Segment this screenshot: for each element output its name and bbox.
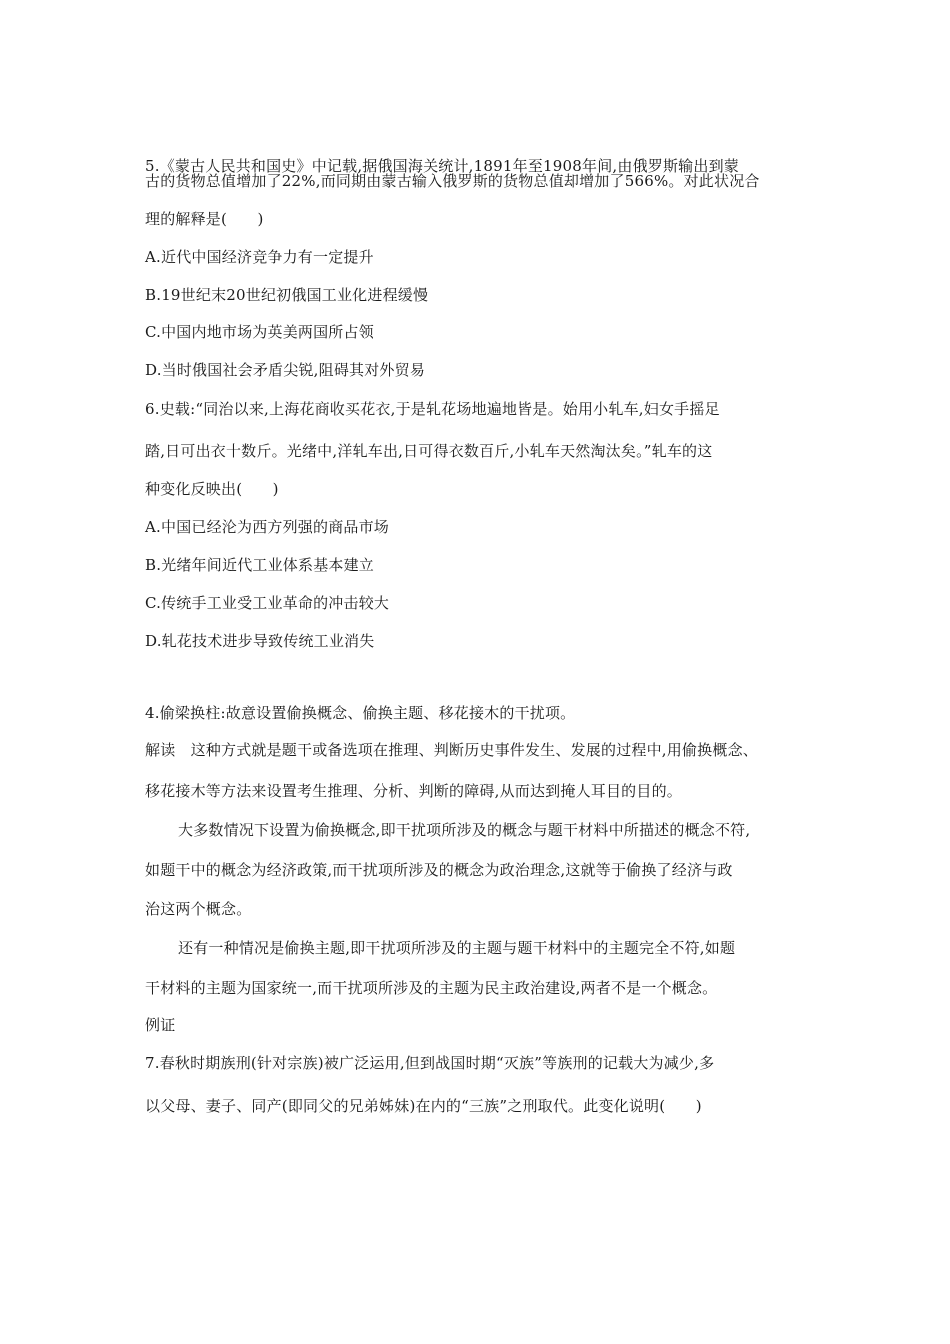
q7-stem-line-1: 7.春秋时期族刑(针对宗族)被广泛运用,但到战国时期“灭族”等族刑的记载大为减少,多: [145, 1054, 715, 1072]
q6-option-b: B.光绪年间近代工业体系基本建立: [145, 556, 374, 574]
q5-stem-line-3: 理的解释是( ): [145, 210, 264, 228]
section4-jiedu-line-1: 解读 这种方式就是题干或备选项在推理、判断历史事件发生、发展的过程中,用偷换概念、: [145, 741, 758, 759]
q5-option-c: C.中国内地市场为英美两国所占领: [145, 323, 374, 341]
q7-stem-line-2: 以父母、妻子、同产(即同父的兄弟姊妹)在内的“三族”之刑取代。此变化说明( ): [145, 1097, 702, 1115]
q6-stem-line-2: 踏,日可出衣十数斤。光绪中,洋轧车出,日可得衣数百斤,小轧车天然淘汰矣。”轧车的这: [145, 442, 713, 460]
section4-para2-line-2: 干材料的主题为国家统一,而干扰项所涉及的主题为民主政治建设,两者不是一个概念。: [145, 979, 718, 997]
q6-stem-line-1: 6.史载:“同治以来,上海花商收买花衣,于是轧花场地遍地皆是。始用小轧车,妇女手摇足: [145, 400, 720, 418]
q5-option-d: D.当时俄国社会矛盾尖锐,阻碍其对外贸易: [145, 361, 426, 379]
section4-example-label: 例证: [145, 1016, 176, 1034]
section4-para1-line-3: 治这两个概念。: [145, 900, 252, 918]
section4-heading: 4.偷梁换柱:故意设置偷换概念、偷换主题、移花接木的干扰项。: [145, 704, 576, 722]
section4-para1-line-1: 大多数情况下设置为偷换概念,即干扰项所涉及的概念与题干材料中所描述的概念不符,: [178, 821, 751, 839]
q6-option-c: C.传统手工业受工业革命的冲击较大: [145, 594, 390, 612]
q6-stem-line-3: 种变化反映出( ): [145, 480, 279, 498]
section4-para1-line-2: 如题干中的概念为经济政策,而干扰项所涉及的概念为政治理念,这就等于偷换了经济与政: [145, 861, 733, 879]
section4-jiedu-line-2: 移花接木等方法来设置考生推理、分析、判断的障碍,从而达到掩人耳目的目的。: [145, 782, 682, 800]
q5-option-b: B.19世纪末20世纪初俄国工业化进程缓慢: [145, 286, 429, 304]
q5-stem-line-1: 5.《蒙古人民共和国史》中记载,据俄国海关统计,1891年至1908年间,由俄罗斯输出到蒙: [145, 157, 739, 175]
section4-para2-line-1: 还有一种情况是偷换主题,即干扰项所涉及的主题与题干材料中的主题完全不符,如题: [178, 939, 736, 957]
q5-option-a: A.近代中国经济竞争力有一定提升: [145, 248, 374, 266]
q5-stem-line-2: 古的货物总值增加了22%,而同期由蒙古输入俄罗斯的货物总值却增加了566%。对此状况合: [145, 172, 760, 190]
q6-option-d: D.轧花技术进步导致传统工业消失: [145, 632, 375, 650]
q6-option-a: A.中国已经沦为西方列强的商品市场: [145, 518, 390, 536]
